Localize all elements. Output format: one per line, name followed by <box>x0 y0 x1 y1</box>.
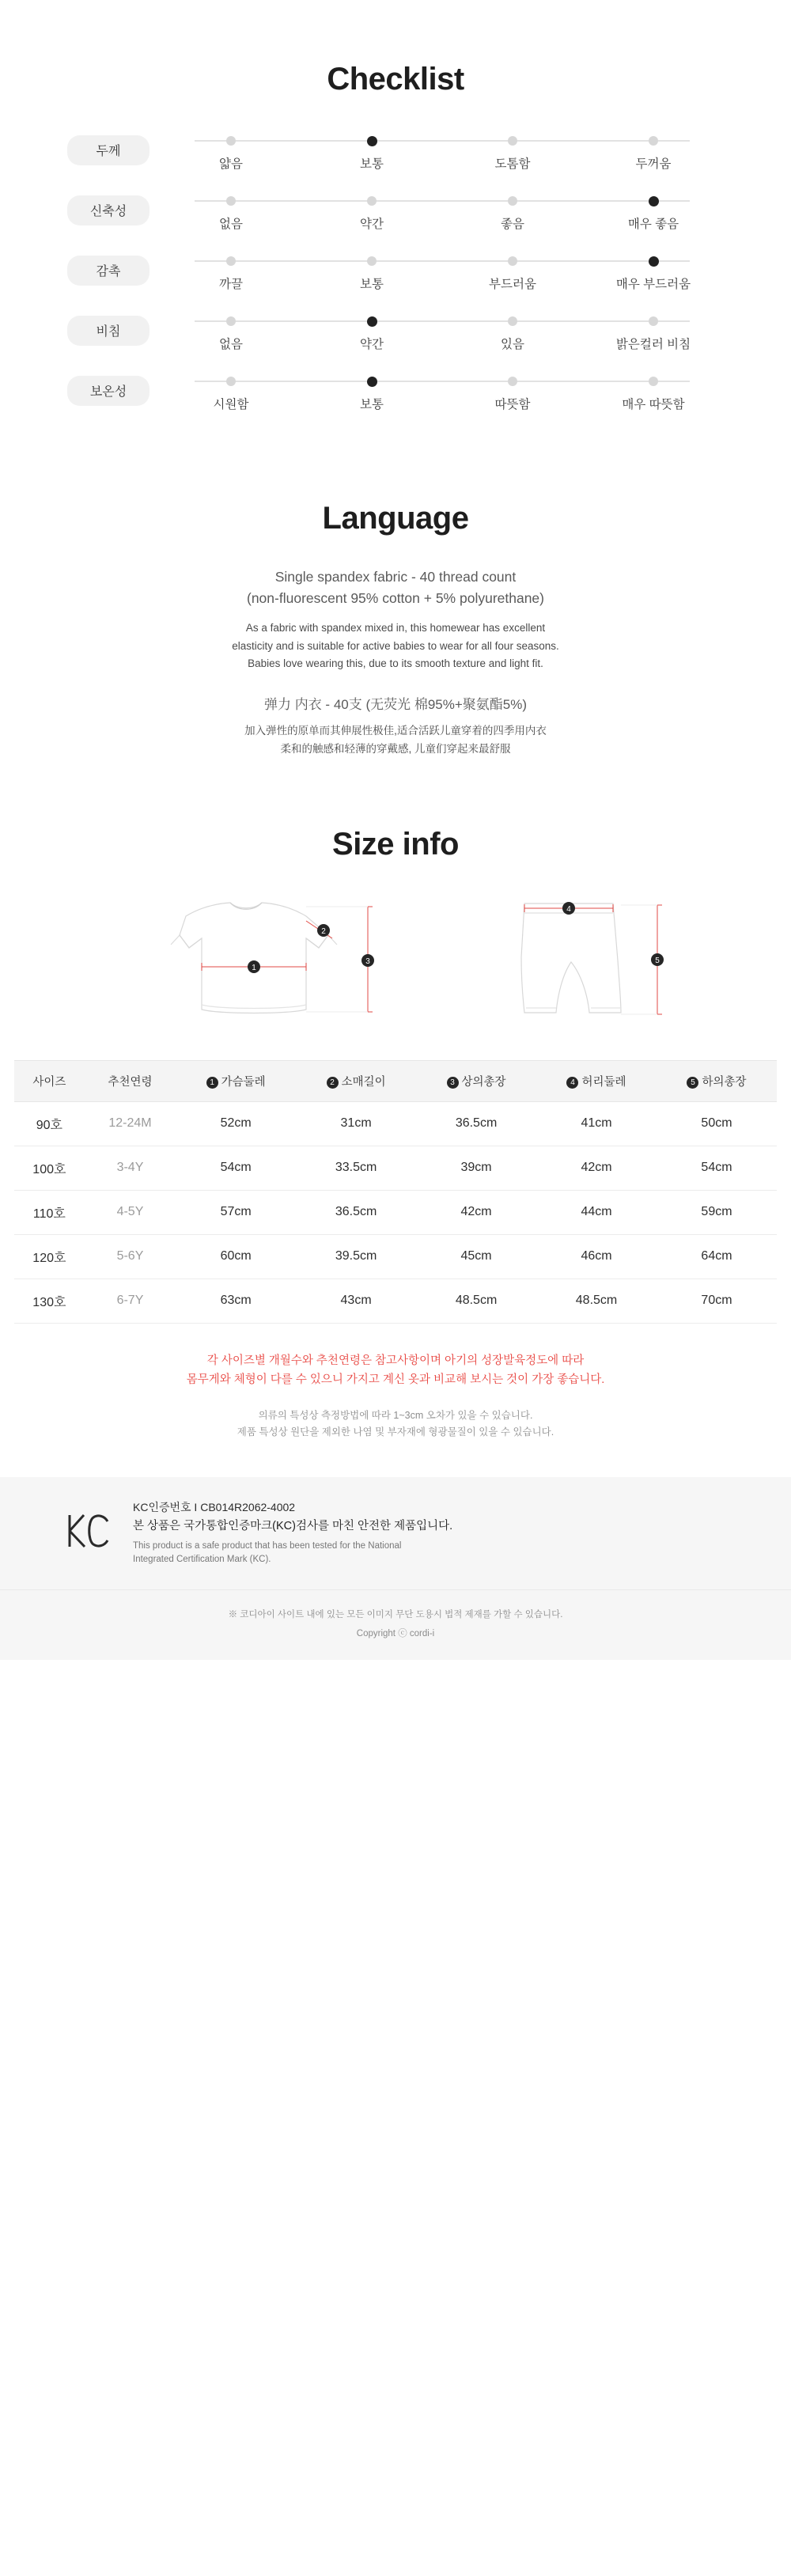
checklist-option-label: 매우 부드러움 <box>615 278 691 291</box>
table-header-cell <box>296 1060 416 1101</box>
table-cell: 130호 <box>14 1279 85 1323</box>
table-header-cell <box>536 1060 657 1101</box>
checklist-row-label: 비침 <box>67 316 149 346</box>
table-cell: 39cm <box>416 1146 536 1190</box>
checklist-dot-cell <box>583 373 724 390</box>
kc-cert-statement-en-line2: Integrated Certification Mark (KC). <box>133 1554 271 1564</box>
size-notice-gray <box>0 1407 791 1441</box>
table-cell: 70cm <box>657 1279 777 1323</box>
footer-copyright: Copyright ⓒ cordi-i <box>356 1629 435 1639</box>
table-cell: 57cm <box>176 1190 296 1234</box>
language-en-body-line2: elasticity and is suitable for active babies to wear for all four seasons. <box>232 639 559 652</box>
checklist-dot-selected <box>367 377 377 387</box>
checklist-scale <box>149 252 724 292</box>
kc-cert-statement-en-line1: This product is a safe product that has been tested for the National <box>133 1541 402 1551</box>
table-row <box>14 1146 777 1190</box>
checklist-option-label: 좋음 <box>501 218 524 231</box>
table-header-cell <box>85 1060 176 1101</box>
size-marker-4 <box>562 902 575 915</box>
table-cell: 46cm <box>536 1234 657 1279</box>
checklist-option-label: 부드러움 <box>489 278 536 291</box>
checklist-dot <box>226 136 236 146</box>
table-cell: 59cm <box>657 1190 777 1234</box>
checklist-dot <box>508 136 517 146</box>
language-cn-body-line2: 柔和的触感和轻薄的穿戴感, 儿童们穿起来最舒服 <box>280 742 511 755</box>
checklist-scale <box>149 192 724 232</box>
table-cell: 42cm <box>416 1190 536 1234</box>
checklist-dot-cell <box>442 252 583 270</box>
svg-text:4: 4 <box>566 904 571 914</box>
checklist-dot-cell <box>301 132 442 150</box>
language-en-title-line1: Single spandex fabric - 40 thread count <box>274 569 517 585</box>
checklist-dot <box>508 196 517 206</box>
kc-cert-statement-ko: 본 상품은 국가통합인증마크(KC)검사를 마친 안전한 제품입니다. <box>133 1520 453 1533</box>
checklist-dot-selected <box>649 256 659 267</box>
size-notice-gray-line2: 제품 특성상 원단을 제외한 나염 및 부자재에 형광물질이 있을 수 있습니다. <box>237 1426 554 1438</box>
table-row <box>14 1101 777 1146</box>
table-cell: 60cm <box>176 1234 296 1279</box>
checklist-dot-cell <box>301 313 442 330</box>
language-section <box>0 433 791 759</box>
table-cell: 4-5Y <box>85 1190 176 1234</box>
checklist-row-label: 신축성 <box>67 195 149 225</box>
table-header-label: 허리둘레 <box>581 1075 626 1089</box>
size-notice-red-line1: 각 사이즈별 개월수와 추천연령은 참고사항이며 아기의 성장발육정도에 따라 <box>206 1354 585 1367</box>
table-header-cell <box>657 1060 777 1101</box>
svg-text:2: 2 <box>321 926 326 936</box>
checklist-scale <box>149 313 724 352</box>
table-cell: 43cm <box>296 1279 416 1323</box>
size-info-title: Size info <box>332 826 459 862</box>
size-table-body <box>14 1101 777 1323</box>
checklist-dot-cell <box>161 252 301 270</box>
table-cell: 6-7Y <box>85 1279 176 1323</box>
checklist-option-label: 없음 <box>219 338 243 351</box>
table-row <box>14 1190 777 1234</box>
kc-cert-statement-en <box>133 1540 452 1566</box>
table-header-row <box>14 1060 777 1101</box>
checklist-row <box>67 192 724 232</box>
table-cell: 36.5cm <box>296 1190 416 1234</box>
checklist-dot-cell <box>583 132 724 150</box>
table-cell: 52cm <box>176 1101 296 1146</box>
checklist-rows <box>67 132 724 412</box>
language-en-body-line1: As a fabric with spandex mixed in, this homewear has excellent <box>245 622 546 635</box>
table-header-label: 상의총장 <box>461 1075 506 1089</box>
table-header-label: 사이즈 <box>32 1075 66 1089</box>
language-cn-title: 弹力 内衣 - 40支 (无荧光 棉95%+聚氨酯5%) <box>263 697 528 713</box>
table-cell: 50cm <box>657 1101 777 1146</box>
language-cn-body-line1: 加入弹性的原单而其伸展性极佳,适合活跃儿童穿着的四季用内衣 <box>244 725 547 737</box>
table-cell: 120호 <box>14 1234 85 1279</box>
checklist-option-label: 얇음 <box>219 157 243 171</box>
table-cell: 54cm <box>176 1146 296 1190</box>
size-diagram <box>40 889 751 1040</box>
table-header-cell <box>176 1060 296 1101</box>
checklist-option-label: 시원함 <box>213 398 249 411</box>
table-cell: 44cm <box>536 1190 657 1234</box>
checklist-row-label: 두께 <box>67 135 149 165</box>
table-cell: 42cm <box>536 1146 657 1190</box>
table-cell: 39.5cm <box>296 1234 416 1279</box>
checklist-dot-cell <box>442 373 583 390</box>
checklist-dot-cell <box>442 132 583 150</box>
checklist-dot-cell <box>301 252 442 270</box>
checklist-section <box>0 0 791 412</box>
checklist-dot-cell <box>161 192 301 210</box>
checklist-dot-cell <box>583 313 724 330</box>
checklist-option-label: 있음 <box>501 338 524 351</box>
table-cell: 54cm <box>657 1146 777 1190</box>
checklist-dot-cell <box>583 192 724 210</box>
checklist-dot <box>649 136 658 146</box>
svg-text:3: 3 <box>365 957 370 966</box>
table-header-label: 하의총장 <box>702 1075 747 1089</box>
kc-mark-icon <box>63 1510 112 1555</box>
checklist-dot <box>226 256 236 266</box>
size-table-head <box>14 1060 777 1101</box>
measurement-number-badge: 1 <box>206 1077 218 1089</box>
table-cell: 100호 <box>14 1146 85 1190</box>
page-footer <box>0 1589 791 1660</box>
checklist-dot-cell <box>301 192 442 210</box>
measurement-number-badge: 3 <box>447 1077 459 1089</box>
table-cell: 48.5cm <box>536 1279 657 1323</box>
language-en-title <box>0 566 791 609</box>
table-header-cell <box>14 1060 85 1101</box>
checklist-dot <box>508 256 517 266</box>
checklist-dot <box>367 256 377 266</box>
checklist-option-label: 없음 <box>219 218 243 231</box>
checklist-option-label: 보통 <box>360 398 384 411</box>
table-cell: 12-24M <box>85 1101 176 1146</box>
table-cell: 63cm <box>176 1279 296 1323</box>
checklist-scale <box>149 132 724 172</box>
svg-text:5: 5 <box>655 956 660 965</box>
checklist-dot <box>508 377 517 386</box>
table-cell: 48.5cm <box>416 1279 536 1323</box>
checklist-dot-cell <box>442 192 583 210</box>
size-table <box>14 1060 777 1324</box>
checklist-option-label: 밝은컬러 비침 <box>615 338 691 351</box>
checklist-dot-cell <box>161 373 301 390</box>
language-en-body-line3: Babies love wearing this, due to its smooth texture and light fit. <box>248 657 543 669</box>
table-cell: 5-6Y <box>85 1234 176 1279</box>
checklist-dot-selected <box>649 196 659 206</box>
table-header-cell <box>416 1060 536 1101</box>
size-marker-5 <box>651 953 664 966</box>
checklist-dot-selected <box>367 316 377 327</box>
svg-text:1: 1 <box>252 963 256 972</box>
checklist-dot-cell <box>161 132 301 150</box>
checklist-dot <box>649 377 658 386</box>
table-cell: 45cm <box>416 1234 536 1279</box>
table-row <box>14 1234 777 1279</box>
kc-inner <box>40 1499 751 1566</box>
kc-text <box>133 1499 452 1566</box>
bottom-garment-illustration <box>479 889 700 1040</box>
table-cell: 33.5cm <box>296 1146 416 1190</box>
language-body <box>0 566 791 759</box>
checklist-option-label: 약간 <box>360 218 384 231</box>
table-cell: 36.5cm <box>416 1101 536 1146</box>
size-notice-red <box>0 1352 791 1390</box>
checklist-row <box>67 373 724 412</box>
table-cell: 3-4Y <box>85 1146 176 1190</box>
checklist-dot <box>226 377 236 386</box>
checklist-dot <box>226 316 236 326</box>
size-info-section <box>0 759 791 1441</box>
kc-cert-number: KC인증번호 I CB014R2062-4002 <box>133 1501 296 1514</box>
checklist-option-label: 까끌 <box>219 278 243 291</box>
table-cell: 64cm <box>657 1234 777 1279</box>
measurement-number-badge: 5 <box>687 1077 698 1089</box>
checklist-option-label: 약간 <box>360 338 384 351</box>
language-title: Language <box>322 501 469 536</box>
size-notice-gray-line1: 의류의 특성상 측정방법에 따라 1~3cm 오차가 있을 수 있습니다. <box>258 1409 533 1421</box>
checklist-dot-selected <box>367 136 377 146</box>
checklist-dot <box>367 196 377 206</box>
table-header-label: 가슴둘레 <box>221 1075 266 1089</box>
checklist-option-label: 따뜻함 <box>494 398 531 411</box>
size-notice-red-line2: 몸무게와 체형이 다를 수 있으니 가지고 계신 옷과 비교해 보시는 것이 가장 좋습니다. <box>186 1373 605 1386</box>
checklist-option-label: 매우 따뜻함 <box>622 398 685 411</box>
checklist-option-label: 두꺼움 <box>635 157 672 171</box>
measurement-number-badge: 4 <box>566 1077 578 1089</box>
language-en-body <box>0 619 791 672</box>
kc-certification-section <box>0 1477 791 1589</box>
checklist-row-label: 보온성 <box>67 376 149 406</box>
top-garment-illustration <box>91 889 431 1040</box>
checklist-row <box>67 313 724 352</box>
checklist-option-label: 보통 <box>360 157 384 171</box>
table-cell: 90호 <box>14 1101 85 1146</box>
checklist-dot <box>508 316 517 326</box>
table-row <box>14 1279 777 1323</box>
checklist-scale <box>149 373 724 412</box>
size-marker-2 <box>317 924 330 937</box>
checklist-row <box>67 252 724 292</box>
measurement-number-badge: 2 <box>327 1077 339 1089</box>
checklist-row-label: 감촉 <box>67 256 149 286</box>
table-header-label: 추천연령 <box>108 1075 153 1089</box>
table-cell: 41cm <box>536 1101 657 1146</box>
checklist-row <box>67 132 724 172</box>
footer-copyright-notice: ※ 코디아이 사이트 내에 있는 모든 이미지 무단 도용시 법적 제재를 가할 수 있습니다. <box>228 1610 563 1620</box>
checklist-dot-cell <box>583 252 724 270</box>
language-cn-body <box>0 722 791 759</box>
checklist-title: Checklist <box>327 62 464 97</box>
checklist-option-label: 매우 좋음 <box>627 218 679 231</box>
checklist-option-label: 보통 <box>360 278 384 291</box>
checklist-dot-cell <box>161 313 301 330</box>
size-marker-1 <box>248 960 260 973</box>
table-cell: 31cm <box>296 1101 416 1146</box>
checklist-option-label: 도톰함 <box>494 157 531 171</box>
size-table-wrap <box>0 1060 791 1324</box>
table-header-label: 소매길이 <box>341 1075 386 1089</box>
checklist-dot-cell <box>442 313 583 330</box>
size-marker-3 <box>361 954 374 967</box>
checklist-dot <box>226 196 236 206</box>
table-cell: 110호 <box>14 1190 85 1234</box>
language-en-title-line2: (non-fluorescent 95% cotton + 5% polyurethane) <box>247 590 544 607</box>
checklist-dot <box>649 316 658 326</box>
checklist-dot-cell <box>301 373 442 390</box>
